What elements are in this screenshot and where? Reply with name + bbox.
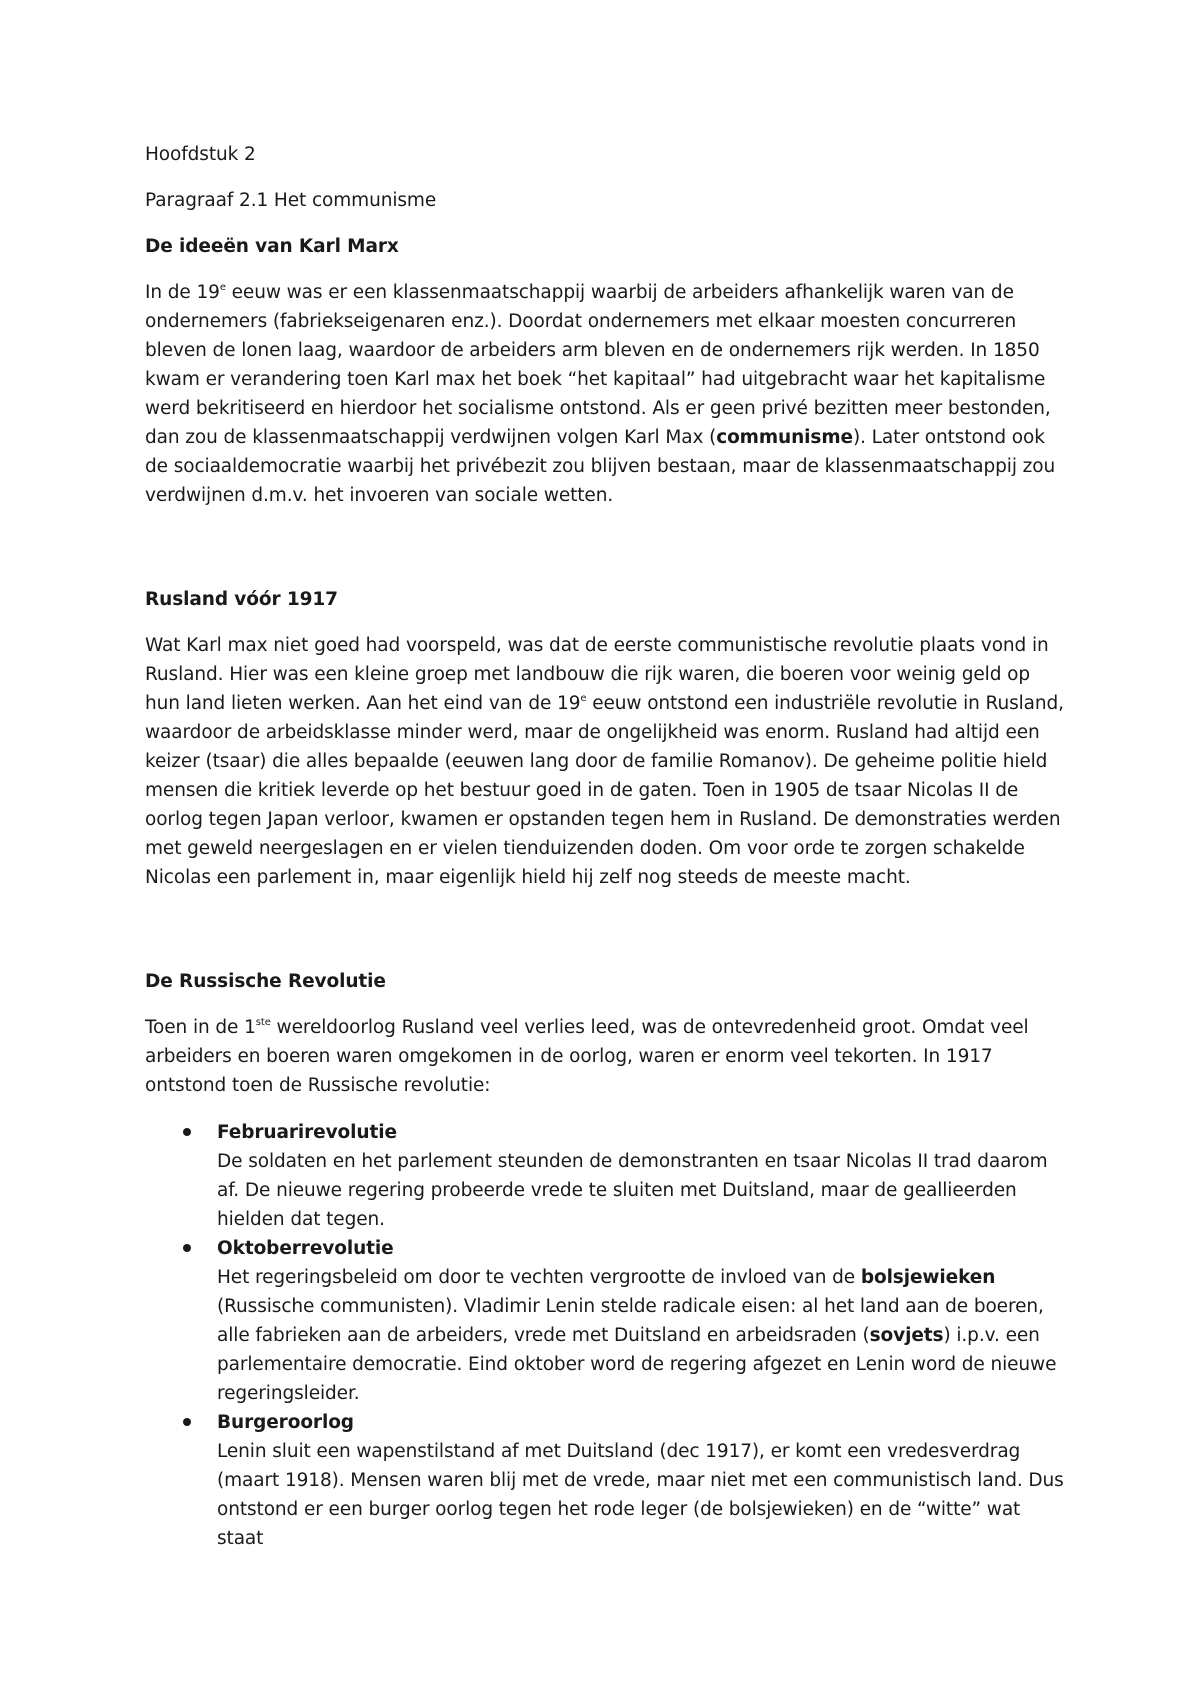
chapter-title: Hoofdstuk 2 [145,144,256,165]
list-item [145,1408,1065,1553]
bullet-title: Februarirevolutie [217,1122,397,1143]
bullet-icon [183,1128,191,1136]
list-item [145,1234,1065,1408]
section-heading-rusland: Rusland vóór 1917 [145,589,338,610]
revolution-bullet-list [145,1118,1065,1553]
bullet-text: Het regeringsbeleid om door te vechten vergrootte de invloed van de bolsjewieken (Russische communisten). Vladimir Lenin stelde radicale eisen: al het land aan de boeren, alle fabrieken aan de arbeiders, vrede met Duitsland en arbeidsraden (sovjets) i.p.v. een parlementaire democratie. Eind oktober word de regering afgezet en Lenin word de nieuwe regeringsleider. [217,1267,1057,1404]
section-heading-marx: De ideeën van Karl Marx [145,236,399,257]
document-body [145,140,1065,1553]
bullet-icon [183,1244,191,1252]
section-text-marx: In de 19e eeuw was er een klassenmaatschappij waarbij de arbeiders afhankelijk waren van de ondernemers (fabriekseigenaren enz.). Doordat ondernemers met elkaar moesten concurreren bleven de lonen laag, waardoor de arbeiders arm bleven en de ondernemers rijk werden. In 1850 kwam er verandering toen Karl max het boek “het kapitaal” had uitgebracht waar het kapitalisme werd bekritiseerd en hierdoor het socialisme ontstond. Als er geen privé bezitten meer bestonden, dan zou de klassenmaatschappij verdwijnen volgen Karl Max (communisme). Later ontstond ook de sociaaldemocratie waarbij het privébezit zou blijven bestaan, maar de klassenmaatschappij zou verdwijnen d.m.v. het invoeren van sociale wetten. [145,282,1056,506]
section-text-rusland: Wat Karl max niet goed had voorspeld, was dat de eerste communistische revolutie plaats vond in Rusland. Hier was een kleine groep met landbouw die rijk waren, die boeren voor weinig geld op hun land lieten werken. Aan het eind van de 19e eeuw ontstond een industriële revolutie in Rusland, waardoor de arbeidsklasse minder werd, maar de ongelijkheid was enorm. Rusland had altijd een keizer (tsaar) die alles bepaalde (eeuwen lang door de familie Romanov). De geheime politie hield mensen die kritiek leverde op het bestuur goed in de gaten. Toen in 1905 de tsaar Nicolas II de oorlog tegen Japan verloor, kwamen er opstanden tegen hem in Rusland. De demonstraties werden met geweld neergeslagen en er vielen tienduizenden doden. Om voor orde te zorgen schakelde Nicolas een parlement in, maar eigenlijk hield hij zelf nog steeds de meeste macht. [145,635,1064,888]
section-text-revolutie: Toen in de 1ste wereldoorlog Rusland veel verlies leed, was de ontevredenheid groot. Omdat veel arbeiders en boeren waren omgekomen in de oorlog, waren er enorm veel tekorten. In 1917 ontstond toen de Russische revolutie: [145,1017,1029,1096]
bullet-title: Burgeroorlog [217,1412,354,1433]
bullet-text: Lenin sluit een wapenstilstand af met Duitsland (dec 1917), er komt een vredesverdrag (maart 1918). Mensen waren blij met de vrede, maar niet met een communistisch land. Dus ontstond er een burger oorlog tegen het rode leger (de bolsjewieken) en de “witte” wat staat [217,1441,1064,1549]
paragraph-title: Paragraaf 2.1 Het communisme [145,190,437,211]
bullet-text: De soldaten en het parlement steunden de demonstranten en tsaar Nicolas II trad daarom af. De nieuwe regering probeerde vrede te sluiten met Duitsland, maar de geallieerden hielden dat tegen. [217,1151,1048,1230]
section-heading-revolutie: De Russische Revolutie [145,971,386,992]
bullet-title: Oktoberrevolutie [217,1238,394,1259]
list-item [145,1118,1065,1234]
bullet-icon [183,1418,191,1426]
